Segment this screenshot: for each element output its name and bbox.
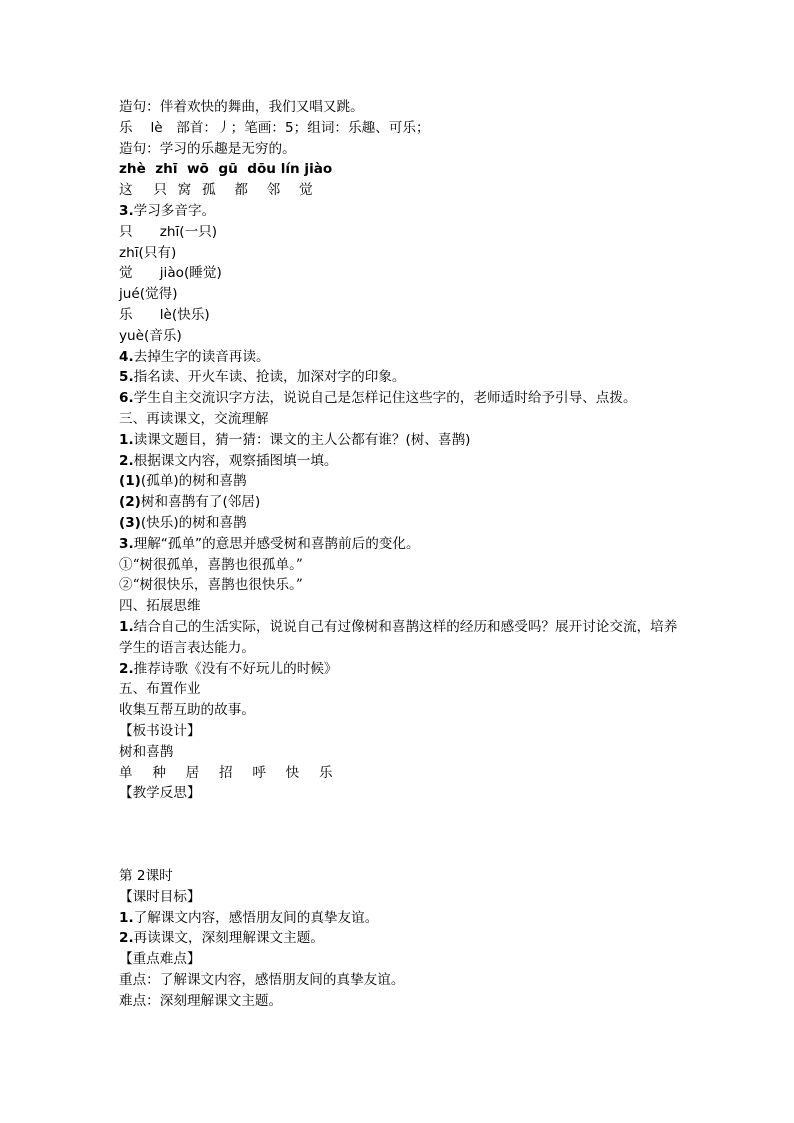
section-heading-4: 四、拓展思维 xyxy=(119,598,201,615)
board-char: 快 xyxy=(285,764,300,781)
goal-item: 1.了解课文内容，感悟朋友间的真挚友谊。 xyxy=(119,909,379,926)
char-item: 这 xyxy=(119,182,133,199)
char-item: 只 xyxy=(153,182,167,199)
char-item: 都 xyxy=(234,182,248,199)
board-chars xyxy=(119,763,689,784)
list-item: 2.根据课文内容，观察插图填一填。 xyxy=(119,452,338,469)
board-title: 树和喜鹊 xyxy=(119,743,174,760)
list-item: 1.读课文题目，猜一猜：课文的主人公都有谁？(树、喜鹊) xyxy=(119,431,471,448)
document-page xyxy=(119,97,689,1012)
difficulty-point: 难点：深刻理解课文主题。 xyxy=(119,992,283,1009)
polyphone-item: jué(觉得) xyxy=(119,286,178,303)
char-item: 邻 xyxy=(266,182,281,199)
section-heading-3: 三、再读课文，交流理解 xyxy=(119,410,269,427)
polyphone-item: yuè(音乐) xyxy=(119,327,182,344)
sentence-example-2: 造句：学习的乐趣是无穷的。 xyxy=(119,140,296,157)
char-item: 孤 xyxy=(201,182,216,199)
char-item: 觉 xyxy=(298,182,313,199)
list-item: 2.推荐诗歌《没有不好玩儿的时候》 xyxy=(119,660,338,677)
step-item: 4.去掉生字的读音再读。 xyxy=(119,348,270,365)
board-char: 呼 xyxy=(252,764,266,781)
step-item: 5.指名读、开火车读、抢读，加深对字的印象。 xyxy=(119,369,406,386)
homework-text: 收集互帮互助的故事。 xyxy=(119,702,255,719)
character-row xyxy=(119,180,689,201)
list-item: (3)(快乐)的树和喜鹊 xyxy=(119,514,247,531)
board-char: 种 xyxy=(152,764,166,781)
board-char: 乐 xyxy=(318,764,333,781)
polyphone-item: 只 zhī(一只) xyxy=(119,223,218,240)
list-item: (1)(孤单)的树和喜鹊 xyxy=(119,473,247,490)
step-item: 6.学生自主交流识字方法，说说自己是怎样记住这些字的，老师适时给予引导、点拨。 xyxy=(119,390,637,407)
polyphone-item: 觉 jiào(睡觉) xyxy=(119,265,222,282)
list-item: 1.结合自己的生活实际，说说自己有过像树和喜鹊这样的经历和感受吗？展开讨论交流，培养学生的语言表达能力。 xyxy=(119,618,678,656)
pinyin-row: zhè zhī wō gū dōu lín jiào xyxy=(119,161,333,178)
char-entry-le: 乐 lè 部首：丿；笔画：5；组词：乐趣、可乐； xyxy=(119,119,430,136)
lesson2-title: 第 2课时 xyxy=(119,868,173,885)
polyphone-item: zhī(只有) xyxy=(119,244,177,261)
polyphone-heading: 3.学习多音字。 xyxy=(119,202,216,219)
board-heading: 【板书设计】 xyxy=(119,722,201,739)
section-heading-5: 五、布置作业 xyxy=(119,681,201,698)
board-char: 招 xyxy=(218,764,233,781)
char-item: 窝 xyxy=(177,182,192,199)
goal-item: 2.再读课文，深刻理解课文主题。 xyxy=(119,930,324,947)
list-item: (2)树和喜鹊有了(邻居) xyxy=(119,494,261,511)
key-point: 重点：了解课文内容，感悟朋友间的真挚友谊。 xyxy=(119,972,405,989)
board-char: 单 xyxy=(119,764,133,781)
lesson2-goal-heading: 【课时目标】 xyxy=(119,888,201,905)
board-char: 居 xyxy=(185,764,200,781)
sentence-example-1: 造句：伴着欢快的舞曲，我们又唱又跳。 xyxy=(119,99,364,115)
reflection-heading: 【教学反思】 xyxy=(119,785,201,802)
lesson2-key-heading: 【重点难点】 xyxy=(119,951,201,968)
polyphone-item: 乐 lè(快乐) xyxy=(119,306,210,323)
list-item: 3.理解“孤单”的意思并感受树和喜鹊前后的变化。 xyxy=(119,535,420,552)
quote-item: ②“树很快乐，喜鹊也很快乐。” xyxy=(119,577,303,594)
spacer xyxy=(119,804,689,866)
quote-item: ①“树很孤单，喜鹊也很孤单。” xyxy=(119,556,303,573)
